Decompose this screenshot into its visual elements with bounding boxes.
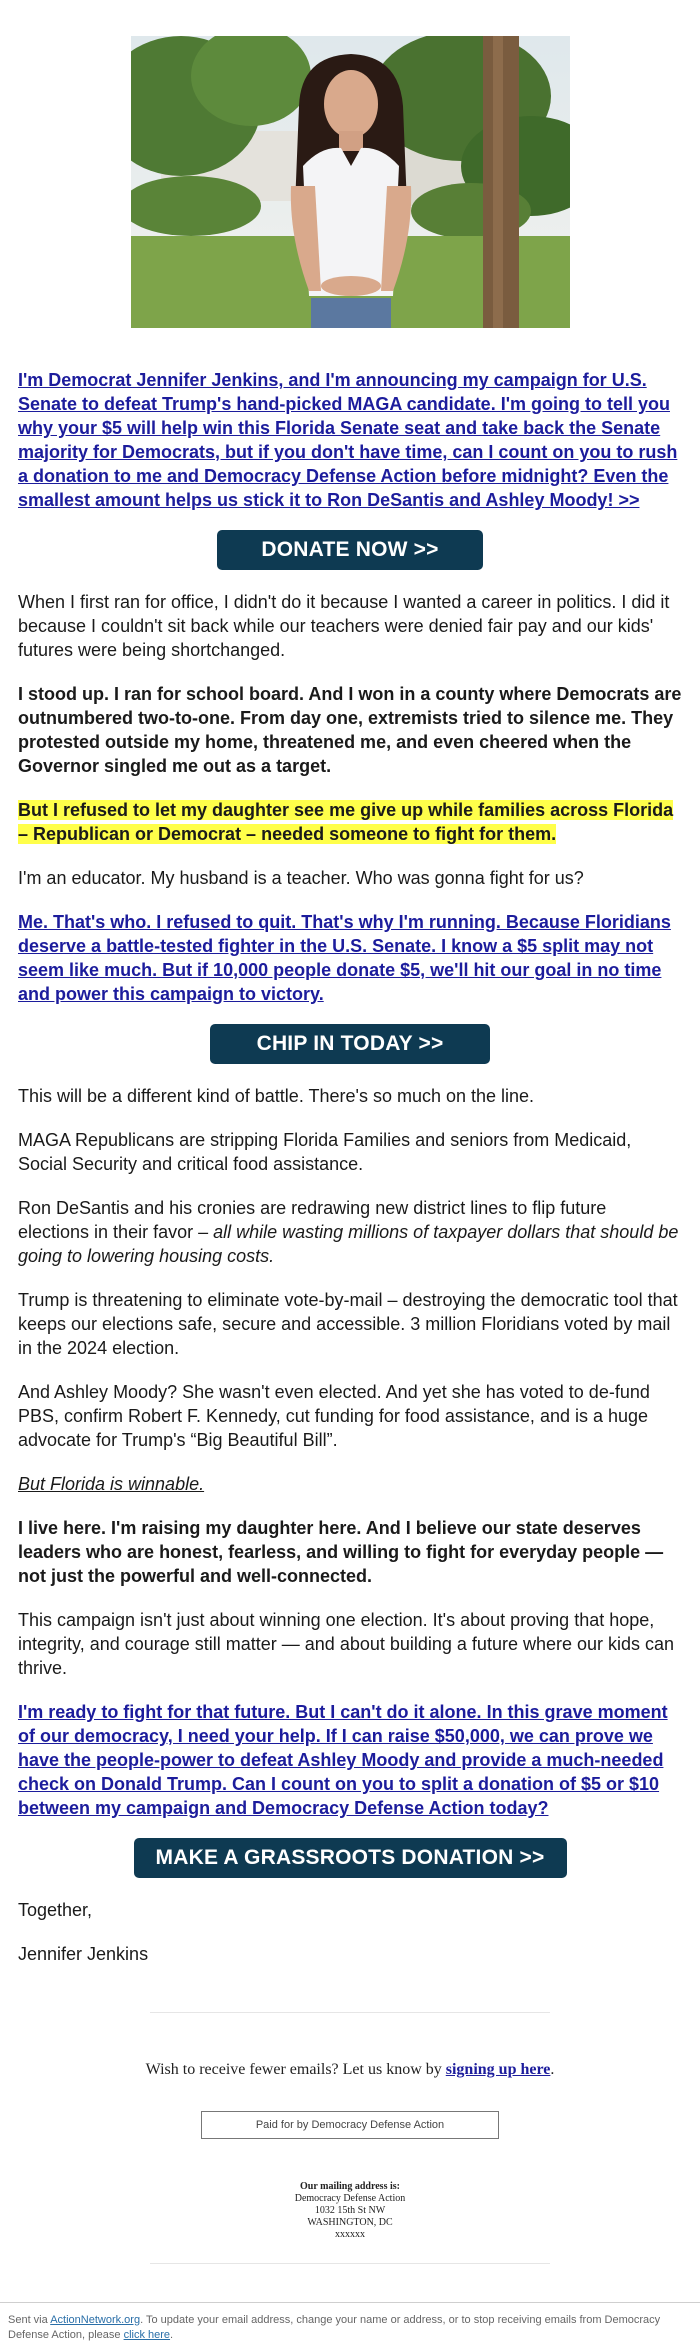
org-name: Democracy Defense Action (294, 2193, 406, 2204)
paragraph-desantis (18, 1196, 682, 1268)
donate-now-button[interactable]: DONATE NOW >> (217, 530, 483, 570)
signing-up-link[interactable]: signing up here (445, 2061, 551, 2078)
zip: xxxxxx (335, 2229, 365, 2240)
paragraph-educator: I'm an educator. My husband is a teacher. Who was gonna fight for us? (18, 868, 584, 888)
fewer-emails-text: Wish to receive fewer emails? Let us know by (145, 2061, 446, 2078)
desantis-text: Ron DeSantis and his cronies are redrawing new district lines to flip future elections in their favor – (18, 1198, 607, 1242)
action-network-bar (0, 2302, 700, 2349)
split-donation-link[interactable]: I'm ready to fight for that future. But I can't do it alone. In this grave moment of our democracy, I need your help. If I can raise $50,000, we can prove we have the people-power to defeat Ashley Moody and provide a much-needed check on Donald Trump. Can I count on you to split a donation of $5 or $10 between my campaign and Democracy Defense Action today? (18, 1702, 668, 1818)
paragraph-maga-medicaid: MAGA Republicans are stripping Florida Families and seniors from Medicaid, Social Security and critical food assistance. (18, 1130, 632, 1174)
paragraph-different-battle: This will be a different kind of battle. There's so much on the line. (18, 1086, 535, 1106)
click-here-link[interactable]: click here (123, 2329, 171, 2341)
sent-via-text: Sent via (8, 2314, 51, 2326)
photo-face (324, 70, 378, 138)
florida-winnable: But Florida is winnable. (18, 1474, 205, 1494)
lead-donation-link[interactable]: I'm Democrat Jennifer Jenkins, and I'm announcing my campaign for U.S. Senate to defeat Trump's hand-picked MAGA candidate. I'm going to tell you why your $5 will help win this Florida Senate seat and take back the Senate majority for Democrats, but if you don't have time, can I count on you to rush a donation to me and Democracy Defense Action before midnight? Even the smallest amount helps us stick it to Ron DeSantis and Ashley Moody! >> (18, 370, 678, 510)
footer-divider-top (150, 2012, 550, 2013)
chip-in-button[interactable]: CHIP IN TODAY >> (210, 1024, 490, 1064)
footer (0, 2061, 700, 2241)
fewer-emails-end: . (550, 2061, 555, 2078)
desantis-italic-text: all while wasting millions of taxpayer dollars that should be going to lowering housing costs. (18, 1222, 679, 1266)
grassroots-donation-button[interactable]: MAKE A GRASSROOTS DONATION >> (134, 1838, 567, 1878)
bottom-bar-end: . (170, 2329, 174, 2341)
street: 1032 15th St NW (314, 2205, 386, 2216)
paid-for-box: Paid for by Democracy Defense Action (201, 2111, 499, 2139)
email-body (0, 36, 700, 2349)
photo-jeans (311, 298, 391, 328)
mailing-address (0, 2181, 700, 2241)
mailing-title: Our mailing address is: (300, 2181, 400, 2192)
highlighted-paragraph: But I refused to let my daughter see me give up while families across Florida – Republican or Democrat – needed someone to fight for them. (18, 800, 674, 844)
paragraph-vote-by-mail: Trump is threatening to eliminate vote-by-mail – destroying the democratic tool that keeps our elections safe, secure and accessible. 3 million Floridians voted by mail in the 2024 election. (18, 1290, 678, 1358)
unsubscribe-text: . To update your email address, change your name or address, or to stop receiving emails from Democracy Defense Action, please (8, 2314, 661, 2341)
signature-name: Jennifer Jenkins (18, 1944, 149, 1964)
city: WASHINGTON, DC (307, 2217, 393, 2228)
paragraph-campaign-hope: This campaign isn't just about winning one election. It's about proving that hope, integrity, and courage still matter — and about building a future where our kids can thrive. (18, 1610, 675, 1678)
candidate-photo (131, 36, 570, 328)
paragraph-first-ran: When I first ran for office, I didn't do it because I wanted a career in politics. I did it because I couldn't sit back while our teachers were denied fair pay and our kids' futures were being shortchanged. (18, 592, 670, 660)
fewer-emails-line (0, 2061, 700, 2079)
paragraph-stood-up: I stood up. I ran for school board. And I won in a county where Democrats are outnumbered two-to-one. From day one, extremists tried to silence me. They protested outside my home, threatened me, and even cheered when the Governor singled me out as a target. (18, 684, 682, 776)
footer-divider-bottom (150, 2263, 550, 2264)
closing: Together, (18, 1900, 93, 1920)
paragraph-live-here: I live here. I'm raising my daughter here. And I believe our state deserves leaders who are honest, fearless, and willing to fight for everyday people — not just the powerful and well-connected. (18, 1518, 664, 1586)
action-network-link[interactable]: ActionNetwork.org (50, 2314, 141, 2326)
paragraph-ashley-moody: And Ashley Moody? She wasn't even elected. And yet she has voted to de-fund PBS, confirm Robert F. Kennedy, cut funding for food assistance, and is a huge advocate for Trump's “Big Beautiful Bill”. (18, 1382, 650, 1450)
battle-tested-link[interactable]: Me. That's who. I refused to quit. That's why I'm running. Because Floridians deserve a battle-tested fighter in the U.S. Senate. I know a $5 split may not seem like much. But if 10,000 people donate $5, we'll hit our goal in no time and power this campaign to victory. (18, 912, 671, 1004)
